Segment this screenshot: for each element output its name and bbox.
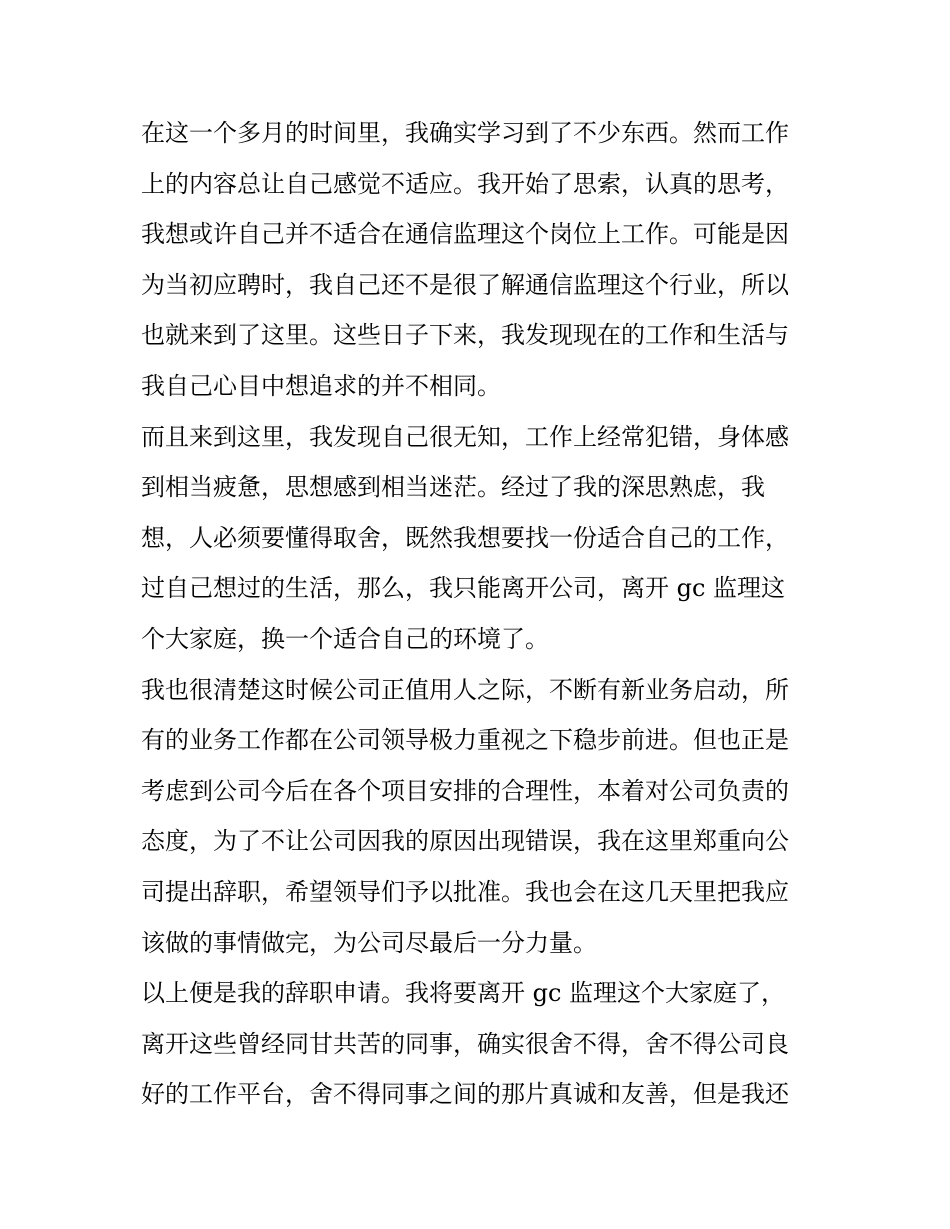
text-line: 司提出辞职，希望领导们予以批准。我也会在这几天里把我应 (141, 877, 789, 906)
paragraph-1 (141, 108, 821, 412)
text-line: 态度，为了不让公司因我的原因出现错误，我在这里郑重向公 (141, 827, 789, 856)
text-line: 为当初应聘时，我自己还不是很了解通信监理这个行业，所以 (141, 270, 789, 299)
text-line: 上的内容总让自己感觉不适应。我开始了思索，认真的思考， (141, 169, 789, 198)
text-line: 我自己心目中想追求的并不相同。 (141, 371, 501, 400)
text-line: 好的工作平台，舍不得同事之间的那片真诚和友善，但是我还 (141, 1080, 789, 1109)
text-line: 有的业务工作都在公司领导极力重视之下稳步前进。但也正是 (141, 726, 789, 755)
text-line: 过自己想过的生活，那么，我只能离开公司，离开 gc 监理这 (141, 574, 786, 603)
text-line: 到相当疲惫，思想感到相当迷茫。经过了我的深思熟虑，我 (141, 473, 765, 502)
text-line: 而且来到这里，我发现自己很无知，工作上经常犯错，身体感 (141, 422, 789, 451)
text-line: 我也很清楚这时候公司正值用人之际，不断有新业务启动，所 (141, 675, 789, 704)
text-line: 也就来到了这里。这些日子下来，我发现现在的工作和生活与 (141, 321, 789, 350)
text-line: 考虑到公司今后在各个项目安排的合理性，本着对公司负责的 (141, 776, 789, 805)
paragraph-2 (141, 412, 821, 665)
text-line: 以上便是我的辞职申请。我将要离开 gc 监理这个大家庭了， (141, 979, 786, 1008)
document-body (141, 108, 821, 1120)
text-line: 该做的事情做完，为公司尽最后一分力量。 (141, 928, 597, 957)
paragraph-4 (141, 968, 821, 1120)
text-line: 在这一个多月的时间里，我确实学习到了不少东西。然而工作 (141, 119, 789, 147)
text-line: 我想或许自己并不适合在通信监理这个岗位上工作。可能是因 (141, 220, 789, 249)
text-line: 个大家庭，换一个适合自己的环境了。 (141, 624, 549, 653)
text-line: 想，人必须要懂得取舍，既然我想要找一份适合自己的工作， (141, 523, 789, 552)
paragraph-3 (141, 665, 821, 969)
text-line: 离开这些曾经同甘共苦的同事，确实很舍不得，舍不得公司良 (141, 1029, 789, 1058)
